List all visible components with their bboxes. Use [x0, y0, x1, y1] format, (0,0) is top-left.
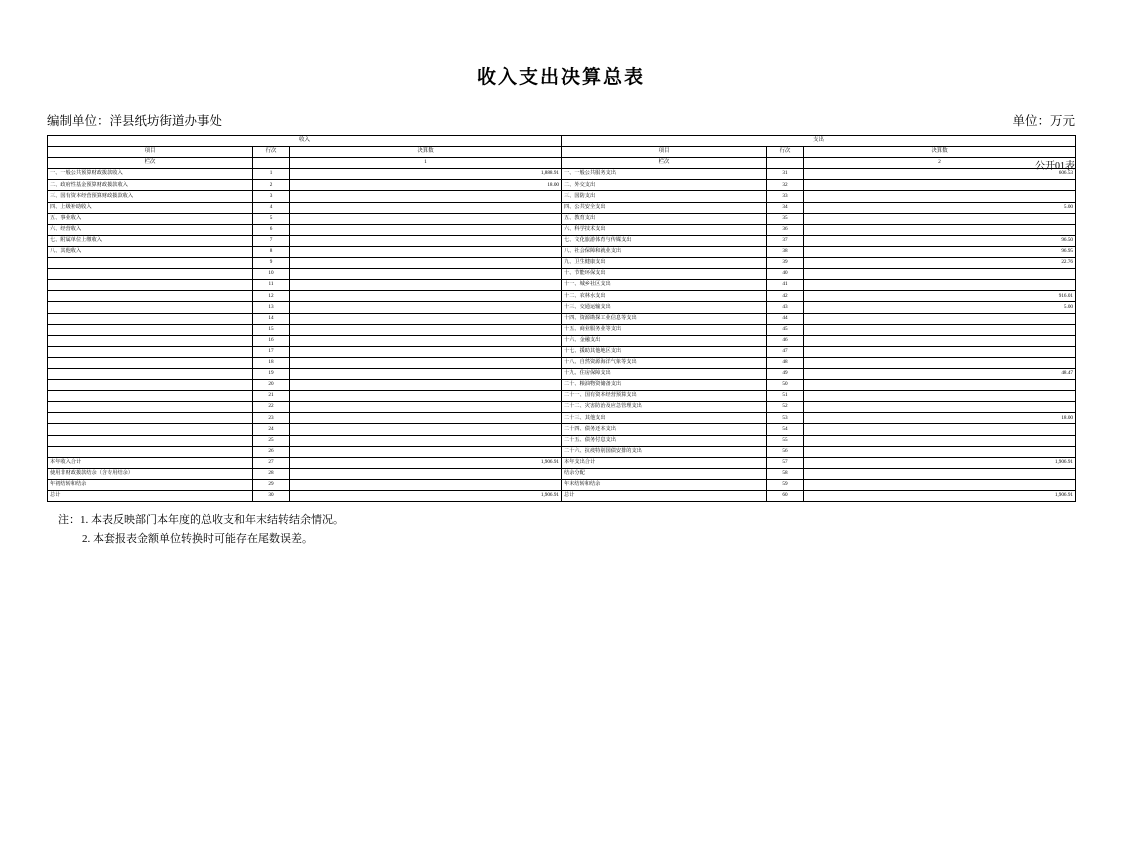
expense-amount: 1,906.91 — [804, 457, 1076, 468]
subheader-expense-amount: 2 — [804, 158, 1076, 169]
income-amount — [290, 324, 562, 335]
expense-amount: 48.47 — [804, 368, 1076, 379]
income-item — [48, 391, 253, 402]
amount-unit: 单位：万元 — [1012, 114, 1075, 128]
income-item — [48, 446, 253, 457]
income-amount — [290, 191, 562, 202]
income-amount: 1,906.91 — [290, 491, 562, 502]
col-header-expense-item: 项目 — [562, 147, 767, 158]
table-notes — [58, 511, 1122, 550]
income-amount — [290, 468, 562, 479]
subheader-income-line — [253, 158, 290, 169]
expense-line: 37 — [767, 235, 804, 246]
expense-line: 49 — [767, 368, 804, 379]
table-row — [48, 169, 1076, 180]
income-item — [48, 258, 253, 269]
income-amount — [290, 224, 562, 235]
expense-item: 二十六、抗疫特别国债安排的支出 — [562, 446, 767, 457]
table-subheader-row — [48, 158, 1076, 169]
group-header-expense: 支出 — [562, 136, 1076, 147]
income-line: 2 — [253, 180, 290, 191]
table-row — [48, 424, 1076, 435]
expense-item: 十、节能环保支出 — [562, 269, 767, 280]
expense-item: 十三、交通运输支出 — [562, 302, 767, 313]
table-row — [48, 269, 1076, 280]
expense-item: 二十三、其他支出 — [562, 413, 767, 424]
income-line: 19 — [253, 368, 290, 379]
income-line: 23 — [253, 413, 290, 424]
income-line: 1 — [253, 169, 290, 180]
expense-item: 二十四、债务还本支出 — [562, 424, 767, 435]
income-line: 3 — [253, 191, 290, 202]
page-title: 收入支出决算总表 — [476, 67, 645, 88]
income-item — [48, 380, 253, 391]
table-total-row — [48, 457, 1076, 468]
expense-item: 三、国防支出 — [562, 191, 767, 202]
expense-line: 60 — [767, 491, 804, 502]
income-item: 五、事业收入 — [48, 213, 253, 224]
table-row — [48, 213, 1076, 224]
expense-amount — [804, 391, 1076, 402]
expense-line: 50 — [767, 380, 804, 391]
expense-line: 42 — [767, 291, 804, 302]
expense-item: 二十一、国有资本经营预算支出 — [562, 391, 767, 402]
income-line: 14 — [253, 313, 290, 324]
income-item: 七、附属单位上缴收入 — [48, 235, 253, 246]
expense-amount — [804, 380, 1076, 391]
income-item: 三、国有资本经营预算财政拨款收入 — [48, 191, 253, 202]
expense-line: 57 — [767, 457, 804, 468]
expense-item: 十六、金融支出 — [562, 335, 767, 346]
table-group-header-row — [48, 136, 1076, 147]
income-line: 13 — [253, 302, 290, 313]
col-header-expense-amount: 决算数 — [804, 147, 1076, 158]
subheader-expense-line — [767, 158, 804, 169]
expense-line: 36 — [767, 224, 804, 235]
table-row — [48, 291, 1076, 302]
income-amount — [290, 313, 562, 324]
meta-row — [47, 111, 1075, 129]
expense-amount — [804, 180, 1076, 191]
document-page — [0, 62, 1122, 855]
expense-item: 十四、资源勘探工业信息等支出 — [562, 313, 767, 324]
income-line: 15 — [253, 324, 290, 335]
note-line-2: 2. 本套报表金额单位转换时可能存在尾数误差。 — [82, 533, 313, 546]
income-line: 26 — [253, 446, 290, 457]
expense-line: 35 — [767, 213, 804, 224]
expense-amount — [804, 335, 1076, 346]
expense-item: 十五、商业服务业等支出 — [562, 324, 767, 335]
expense-amount: 96.95 — [804, 246, 1076, 257]
expense-item: 二十五、债务付息支出 — [562, 435, 767, 446]
income-amount — [290, 235, 562, 246]
expense-item: 五、教育支出 — [562, 213, 767, 224]
expense-amount: 96.50 — [804, 235, 1076, 246]
expense-item: 十八、自然资源海洋气象等支出 — [562, 357, 767, 368]
table-row — [48, 357, 1076, 368]
expense-line: 40 — [767, 269, 804, 280]
income-line: 24 — [253, 424, 290, 435]
income-line: 16 — [253, 335, 290, 346]
expense-item: 本年支出合计 — [562, 457, 767, 468]
income-item — [48, 368, 253, 379]
income-amount — [290, 202, 562, 213]
income-amount — [290, 479, 562, 490]
table-row — [48, 235, 1076, 246]
subheader-income-item: 栏次 — [48, 158, 253, 169]
expense-amount — [804, 435, 1076, 446]
income-item — [48, 302, 253, 313]
form-code: 公开01表 — [1035, 161, 1075, 172]
expense-line: 58 — [767, 468, 804, 479]
expense-item: 二十二、灾害防治及应急管理支出 — [562, 402, 767, 413]
table-total-row — [48, 468, 1076, 479]
expense-line: 47 — [767, 346, 804, 357]
col-header-income-line: 行次 — [253, 147, 290, 158]
income-line: 25 — [253, 435, 290, 446]
table-row — [48, 302, 1076, 313]
income-item — [48, 413, 253, 424]
expense-line: 46 — [767, 335, 804, 346]
income-item: 二、政府性基金预算财政拨款收入 — [48, 180, 253, 191]
expense-line: 48 — [767, 357, 804, 368]
expense-amount — [804, 324, 1076, 335]
income-item — [48, 313, 253, 324]
table-row — [48, 202, 1076, 213]
expense-amount — [804, 213, 1076, 224]
table-row — [48, 391, 1076, 402]
table-row — [48, 368, 1076, 379]
expense-item: 年末结转和结余 — [562, 479, 767, 490]
expense-amount — [804, 313, 1076, 324]
expense-amount — [804, 280, 1076, 291]
group-header-income: 收入 — [48, 136, 562, 147]
expense-item: 十二、农林水支出 — [562, 291, 767, 302]
income-item: 八、其他收入 — [48, 246, 253, 257]
income-item — [48, 346, 253, 357]
income-amount — [290, 346, 562, 357]
expense-amount — [804, 468, 1076, 479]
income-amount — [290, 368, 562, 379]
expense-line: 34 — [767, 202, 804, 213]
income-line: 27 — [253, 457, 290, 468]
expense-amount — [804, 424, 1076, 435]
subheader-income-amount: 1 — [290, 158, 562, 169]
subheader-expense-item: 栏次 — [562, 158, 767, 169]
expense-line: 53 — [767, 413, 804, 424]
table-column-header-row — [48, 147, 1076, 158]
expense-amount: 5.00 — [804, 202, 1076, 213]
income-amount — [290, 280, 562, 291]
expense-item: 二十、粮油物资储备支出 — [562, 380, 767, 391]
income-line: 10 — [253, 269, 290, 280]
income-amount — [290, 424, 562, 435]
income-line: 12 — [253, 291, 290, 302]
table-row — [48, 335, 1076, 346]
expense-amount: 1,906.91 — [804, 491, 1076, 502]
expense-line: 52 — [767, 402, 804, 413]
table-row — [48, 224, 1076, 235]
income-amount — [290, 391, 562, 402]
expense-item: 七、文化旅游体育与传媒支出 — [562, 235, 767, 246]
table-row — [48, 324, 1076, 335]
expense-amount: 606.53 — [804, 169, 1076, 180]
table-row — [48, 402, 1076, 413]
income-line: 17 — [253, 346, 290, 357]
income-line: 5 — [253, 213, 290, 224]
income-line: 4 — [253, 202, 290, 213]
table-row — [48, 446, 1076, 457]
income-item: 年初结转和结余 — [48, 479, 253, 490]
income-amount — [290, 413, 562, 424]
table-row — [48, 191, 1076, 202]
compiler-unit: 编制单位：洋县纸坊街道办事处 — [47, 114, 223, 128]
income-item: 使用非财政拨款结余（含专用结余） — [48, 468, 253, 479]
income-item: 本年收入合计 — [48, 457, 253, 468]
income-item — [48, 424, 253, 435]
expense-item: 十九、住房保障支出 — [562, 368, 767, 379]
expense-amount — [804, 446, 1076, 457]
expense-line: 56 — [767, 446, 804, 457]
income-line: 22 — [253, 402, 290, 413]
income-amount: 18.00 — [290, 180, 562, 191]
income-line: 9 — [253, 258, 290, 269]
expense-amount — [804, 224, 1076, 235]
expense-amount: 18.00 — [804, 413, 1076, 424]
col-header-income-item: 项目 — [48, 147, 253, 158]
note-line-1: 注：1. 本表反映部门本年度的总收支和年末结转结余情况。 — [58, 514, 344, 527]
income-line: 29 — [253, 479, 290, 490]
expense-line: 41 — [767, 280, 804, 291]
table-row — [48, 313, 1076, 324]
expense-amount — [804, 269, 1076, 280]
table-row — [48, 413, 1076, 424]
col-header-income-amount: 决算数 — [290, 147, 562, 158]
expense-item: 十一、城乡社区支出 — [562, 280, 767, 291]
income-amount — [290, 269, 562, 280]
expense-line: 38 — [767, 246, 804, 257]
income-amount: 1,888.91 — [290, 169, 562, 180]
income-item: 总计 — [48, 491, 253, 502]
expense-line: 31 — [767, 169, 804, 180]
income-line: 28 — [253, 468, 290, 479]
table-total-row — [48, 479, 1076, 490]
expense-item: 六、科学技术支出 — [562, 224, 767, 235]
income-line: 30 — [253, 491, 290, 502]
income-line: 8 — [253, 246, 290, 257]
income-item — [48, 335, 253, 346]
income-amount — [290, 258, 562, 269]
expense-line: 39 — [767, 258, 804, 269]
table-row — [48, 258, 1076, 269]
expense-amount — [804, 357, 1076, 368]
expense-line: 33 — [767, 191, 804, 202]
income-item — [48, 291, 253, 302]
expense-item: 八、社会保障和就业支出 — [562, 246, 767, 257]
income-item — [48, 280, 253, 291]
table-row — [48, 280, 1076, 291]
table-row — [48, 246, 1076, 257]
expense-amount: 5.00 — [804, 302, 1076, 313]
table-row — [48, 380, 1076, 391]
table-total-row — [48, 491, 1076, 502]
income-item — [48, 435, 253, 446]
income-line: 18 — [253, 357, 290, 368]
expense-line: 54 — [767, 424, 804, 435]
income-amount — [290, 357, 562, 368]
income-item — [48, 357, 253, 368]
expense-amount: 22.76 — [804, 258, 1076, 269]
income-line: 20 — [253, 380, 290, 391]
expense-item: 一、一般公共服务支出 — [562, 169, 767, 180]
table-row — [48, 346, 1076, 357]
income-amount — [290, 246, 562, 257]
expense-amount — [804, 191, 1076, 202]
col-header-expense-line: 行次 — [767, 147, 804, 158]
income-amount — [290, 335, 562, 346]
expense-line: 59 — [767, 479, 804, 490]
income-line: 21 — [253, 391, 290, 402]
budget-summary-table — [47, 135, 1076, 502]
income-item — [48, 402, 253, 413]
income-amount — [290, 446, 562, 457]
income-amount: 1,906.91 — [290, 457, 562, 468]
expense-item: 九、卫生健康支出 — [562, 258, 767, 269]
income-line: 7 — [253, 235, 290, 246]
income-line: 6 — [253, 224, 290, 235]
income-amount — [290, 380, 562, 391]
income-amount — [290, 302, 562, 313]
income-item: 六、经营收入 — [48, 224, 253, 235]
expense-amount — [804, 479, 1076, 490]
table-row — [48, 180, 1076, 191]
income-item — [48, 269, 253, 280]
expense-item: 总计 — [562, 491, 767, 502]
table-row — [48, 435, 1076, 446]
expense-item: 十七、援助其他地区支出 — [562, 346, 767, 357]
income-amount — [290, 402, 562, 413]
expense-amount: 916.01 — [804, 291, 1076, 302]
income-item: 四、上级补助收入 — [48, 202, 253, 213]
expense-item: 结余分配 — [562, 468, 767, 479]
income-item — [48, 324, 253, 335]
income-amount — [290, 435, 562, 446]
income-line: 11 — [253, 280, 290, 291]
expense-line: 44 — [767, 313, 804, 324]
expense-item: 二、外交支出 — [562, 180, 767, 191]
expense-line: 32 — [767, 180, 804, 191]
income-amount — [290, 213, 562, 224]
expense-line: 45 — [767, 324, 804, 335]
expense-line: 55 — [767, 435, 804, 446]
expense-amount — [804, 402, 1076, 413]
expense-line: 51 — [767, 391, 804, 402]
expense-amount — [804, 346, 1076, 357]
expense-line: 43 — [767, 302, 804, 313]
expense-item: 四、公共安全支出 — [562, 202, 767, 213]
income-amount — [290, 291, 562, 302]
income-item: 一、一般公共预算财政拨款收入 — [48, 169, 253, 180]
